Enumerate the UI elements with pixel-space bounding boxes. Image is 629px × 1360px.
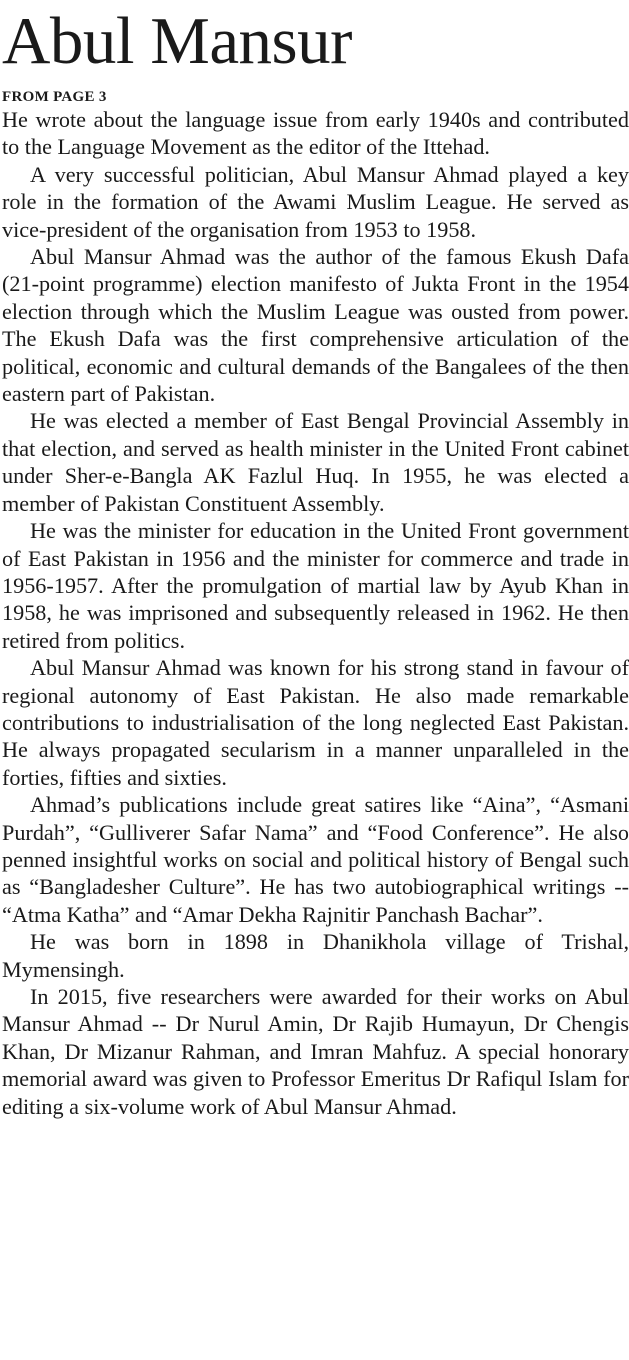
paragraph-1: He wrote about the language issue from early 1940s and contributed to the Language Movement as the editor of the Ittehad. xyxy=(2,107,629,160)
paragraph-7: Ahmad’s publications include great satires like “Aina”, “Asmani Purdah”, “Gulliverer Safar Nama” and “Food Conference”. He also penned insightful works on social and political history of Bengal such as “Bangladesher Culture”. He has two autobiographical writings -- “Atma Katha” and “Amar Dekha Rajnitir Panchash Bachar”. xyxy=(2,792,629,927)
headline: Abul Mansur xyxy=(2,4,352,78)
paragraph-2: A very successful politician, Abul Mansur Ahmad played a key role in the formation of the Awami Muslim League. He served as vice-president of the organisation from 1953 to 1958. xyxy=(2,161,629,242)
paragraph-9: In 2015, five researchers were awarded for their works on Abul Mansur Ahmad -- Dr Nurul Amin, Dr Rajib Humayun, Dr Chengis Khan, Dr Mizanur Rahman, and Imran Mahfuz. A special honorary memorial award was given to Professor Emeritus Dr Rafiqul Islam for editing a six-volume work of Abul Mansur Ahmad. xyxy=(2,984,629,1119)
paragraph-6: Abul Mansur Ahmad was known for his strong stand in favour of regional autonomy of East Pakistan. He also made remarkable contributions to industrialisation of the long neglected East Pakistan. He always propagated secularism in a manner unparalleled in the forties, fifties and sixties. xyxy=(2,655,629,790)
article-body xyxy=(2,106,629,1120)
paragraph-5: He was the minister for education in the United Front government of East Pakistan in 1956 and the minister for commerce and trade in 1956-1957. After the promulgation of martial law by Ayub Khan in 1958, he was imprisoned and subsequently released in 1962. He then retired from politics. xyxy=(2,518,629,653)
paragraph-3: Abul Mansur Ahmad was the author of the famous Ekush Dafa (21-point programme) election manifesto of Jukta Front in the 1954 election through which the Muslim League was ousted from power. The Ekush Dafa was the first comprehensive articulation of the political, economic and cultural demands of the Bangalees of the then eastern part of Pakistan. xyxy=(2,244,629,407)
paragraph-8: He was born in 1898 in Dhanikhola village of Trishal, Mymensingh. xyxy=(2,929,629,982)
continuation-label: FROM PAGE 3 xyxy=(2,89,107,105)
paragraph-4: He was elected a member of East Bengal Provincial Assembly in that election, and served as health minister in the United Front cabinet under Sher-e-Bangla AK Fazlul Huq. In 1955, he was elected a member of Pakistan Constituent Assembly. xyxy=(2,408,629,516)
